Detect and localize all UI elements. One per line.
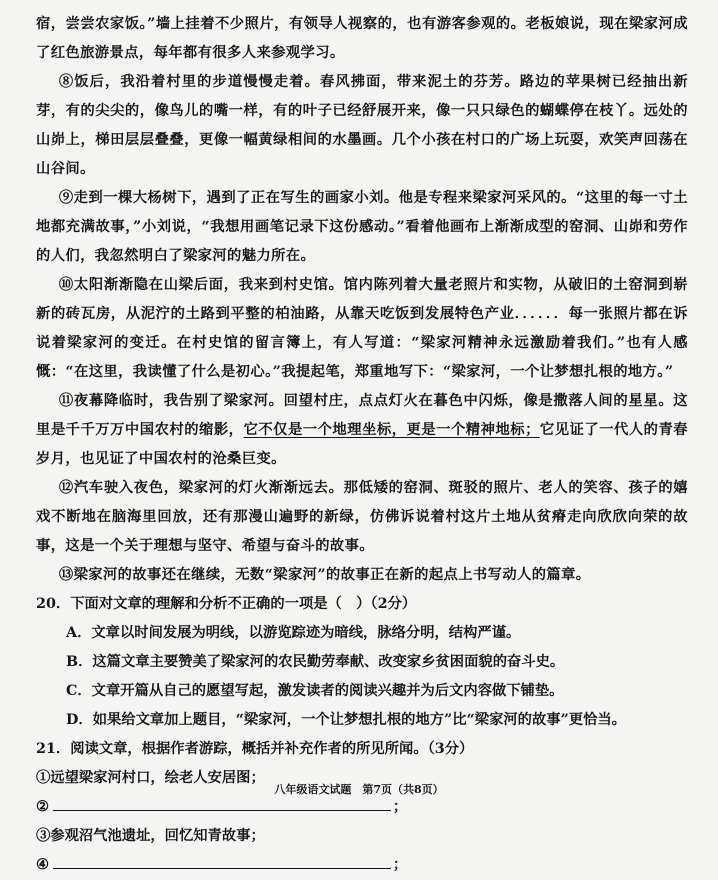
question-21-item-3: ③参观沼气池遗址，回忆知青故事； <box>36 828 265 844</box>
question-20-option-b: B．这篇文章主要赞美了梁家河的农民勤劳奉献、改变家乡贫困面貌的奋斗史。 <box>66 654 565 670</box>
answer-blank-4[interactable] <box>53 852 391 869</box>
paragraph-11-underlined: 它不仅是一个地理坐标，更是一个精神地标； <box>243 422 540 438</box>
question-20-option-d: D．如果给文章加上题目，“梁家河，一个让梦想扎根的地方”比“梁家河的故事”更恰当。 <box>66 712 626 728</box>
paragraph-continued: 宿，尝尝农家饭。”墙上挂着不少照片，有领导人视察的，也有游客参观的。老板娘说，现在梁家河成了红色旅游景点，每年都有很多人来参观学习。 <box>36 16 688 61</box>
paragraph-13: ⑬梁家河的故事还在继续，无数“梁家河”的故事正在新的起点上书写动人的篇章。 <box>58 567 591 583</box>
item-2-marker: ② <box>36 799 49 815</box>
page-footer: 八年级语文试题 第7页（共8页） <box>274 783 444 796</box>
paragraph-10: ⑩太阳渐渐隐在山梁后面，我来到村史馆。馆内陈列着大量老照片和实物，从破旧的土窑洞到崭新的砖瓦房，从泥泞的土路到平整的柏油路，从靠天吃饭到发展特色产业．．．．．．每一张照片都在诉说着梁家河的变迁。在村史馆的留言簿上，有人写道：“梁家河精神永远激励着我们。”也有人感慨：“在这里，我读懂了什么是初心。”我提起笔，郑重地写下：“梁家河，一个让梦想扎根的地方。” <box>36 277 688 380</box>
question-20-stem: 20．下面对文章的理解和分析不正确的一项是（ ）（2分） <box>36 596 417 612</box>
paragraph-11 <box>36 387 688 474</box>
paragraph-8: ⑧饭后，我沿着村里的步道慢慢走着。春风拂面，带来泥土的芬芳。路边的苹果树已经抽出新芽，有的尖尖的，像鸟儿的嘴一样，有的叶子已经舒展开来，像一只只绿色的蝴蝶停在枝丫。远处的山峁上，梯田层层叠叠，更像一幅黄绿相间的水墨画。几个小孩在村口的广场上玩耍，欢笑声回荡在山谷间。 <box>36 74 688 177</box>
question-21-stem: 21．阅读文章，根据作者游踪，概括并补充作者的所见所闻。（3分） <box>36 741 474 757</box>
item-2-semicolon: ； <box>392 799 408 815</box>
item-4-marker: ④ <box>36 857 49 873</box>
question-20-option-a: A．文章以时间发展为明线，以游览踪迹为暗线，脉络分明，结构严谨。 <box>66 625 521 641</box>
paragraph-11-part-a: ⑪夜幕降临时，我告别了梁家河。回望村庄，点点灯火在暮色中闪烁，像是撒落人间的星星。这里是千千万万中国农村的缩影， <box>36 393 688 438</box>
question-21-item-4 <box>36 851 688 880</box>
paragraph-12: ⑫汽车驶入夜色，梁家河的灯火渐渐远去。那低矮的窑洞、斑驳的照片、老人的笑容、孩子的嬉戏不断地在脑海里回放，还有那漫山遍野的新绿，仿佛诉说着村这片土地从贫瘠走向欣欣向荣的故事，这是一个关于理想与坚守、希望与奋斗的故事。 <box>36 480 688 554</box>
question-21-item-1: ①远望梁家河村口，绘老人安居图； <box>36 770 265 786</box>
paragraph-9: ⑨走到一棵大杨树下，遇到了正在写生的画家小刘。他是专程来梁家河采风的。“这里的每一寸土地都充满故事，”小刘说，“我想用画笔记录下这份感动。”看着他画布上渐渐成型的窑洞、山峁和劳作的人们，我忽然明白了梁家河的魅力所在。 <box>36 190 688 264</box>
paragraph-11-part-c: 它见证了一代人的青春岁月，也见证了中国农村的沧桑巨变。 <box>36 422 689 467</box>
item-4-semicolon: ； <box>392 857 408 873</box>
question-20-option-c: C．文章开篇从自己的愿望写起，激发读者的阅读兴趣并为后文内容做下铺垫。 <box>66 683 564 699</box>
question-21-item-2 <box>36 793 688 822</box>
